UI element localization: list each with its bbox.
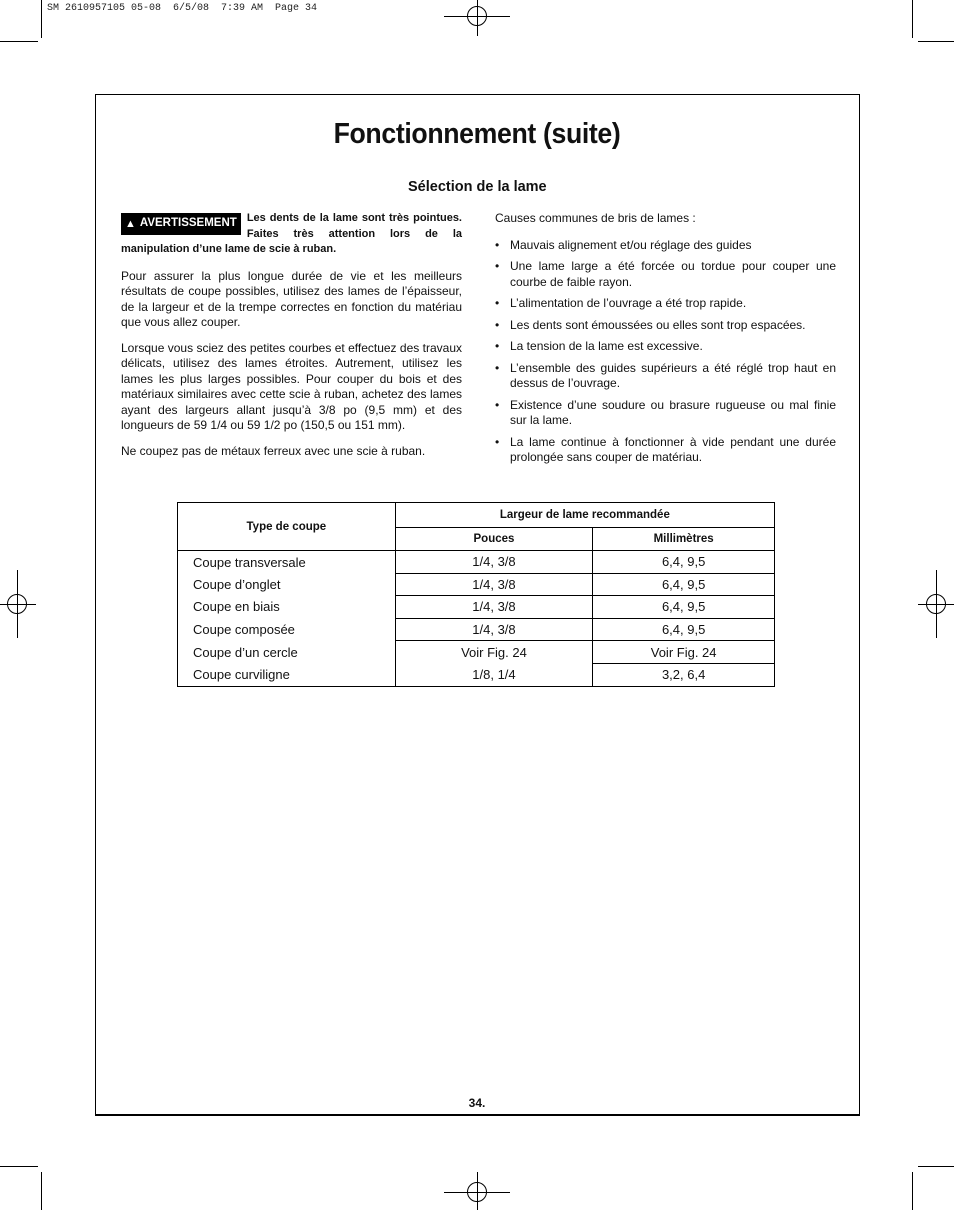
cell-cut: Coupe d’un cercle bbox=[178, 641, 396, 664]
blade-width-table bbox=[177, 502, 775, 687]
right-column bbox=[495, 211, 836, 472]
cell-inches: Voir Fig. 24 bbox=[395, 641, 593, 664]
list-item: • Existence d’une soudure ou brasure rugueuse ou mal finie sur la lame. bbox=[495, 398, 836, 429]
paragraph-blade-life: Pour assurer la plus longue durée de vie et les meilleurs résultats de coupe possibles, utilisez des lames de l’épaisseur, de la largeur et de la trempe correctes en fonction du matériau que vous allez couper. bbox=[121, 268, 462, 329]
paragraph-ferrous-metals: Ne coupez pas de métaux ferreux avec une scie à ruban. bbox=[121, 443, 426, 458]
cell-cut: Coupe composée bbox=[178, 618, 396, 641]
header-millimeters: Millimètres bbox=[593, 528, 775, 551]
table-row bbox=[178, 641, 775, 664]
crop-mark-bottom-right-h bbox=[918, 1166, 954, 1167]
warning-badge-label: AVERTISSEMENT bbox=[139, 217, 237, 230]
cell-mm: 6,4, 9,5 bbox=[593, 618, 775, 641]
cell-cut: Coupe transversale bbox=[178, 551, 396, 574]
list-item: • L’ensemble des guides supérieurs a été réglé trop haut en dessus de l’ouvrage. bbox=[495, 361, 836, 392]
warning-block bbox=[121, 211, 462, 258]
cell-cut: Coupe curviligne bbox=[178, 663, 396, 686]
crop-mark-top-right-h bbox=[918, 41, 954, 42]
list-item: • Une lame large a été forcée ou tordue pour couper une courbe de faible rayon. bbox=[495, 259, 836, 290]
warning-text: Les dents de la lame sont très pointues. Faites très attention lors de la manipulation d’une lame de scie à ruban. bbox=[121, 212, 462, 255]
list-item: • L’alimentation de l’ouvrage a été trop rapide. bbox=[495, 296, 836, 312]
table-row bbox=[178, 551, 775, 574]
crop-mark-bottom-left-h bbox=[0, 1166, 38, 1167]
table-row bbox=[178, 573, 775, 596]
header-inches: Pouces bbox=[395, 528, 593, 551]
crop-mark-bottom-right-v bbox=[912, 1172, 913, 1210]
section-title: Sélection de la lame bbox=[408, 179, 547, 195]
left-column bbox=[121, 211, 462, 469]
warning-triangle-icon: ▲ bbox=[125, 217, 136, 230]
cell-inches: 1/4, 3/8 bbox=[395, 618, 593, 641]
cell-mm: Voir Fig. 24 bbox=[593, 641, 775, 664]
page-title: Fonctionnement (suite) bbox=[333, 118, 621, 150]
cell-mm: 6,4, 9,5 bbox=[593, 551, 775, 574]
cell-mm: 3,2, 6,4 bbox=[593, 663, 775, 686]
cell-cut: Coupe en biais bbox=[178, 596, 396, 619]
header-cut-type: Type de coupe bbox=[178, 503, 396, 551]
warning-badge bbox=[121, 213, 241, 235]
cell-cut: Coupe d’onglet bbox=[178, 573, 396, 596]
crop-mark-top-right-v bbox=[912, 0, 913, 38]
list-item: • Les dents sont émoussées ou elles sont trop espacées. bbox=[495, 318, 836, 334]
cell-inches: 1/4, 3/8 bbox=[395, 596, 593, 619]
list-item: • Mauvais alignement et/ou réglage des guides bbox=[495, 238, 836, 254]
cell-inches: 1/4, 3/8 bbox=[395, 573, 593, 596]
causes-list bbox=[495, 238, 836, 466]
page-number: 34. bbox=[468, 1096, 486, 1110]
print-slug: SM 2610957105 05-08 6/5/08 7:39 AM Page 34 bbox=[47, 3, 318, 14]
cell-mm: 6,4, 9,5 bbox=[593, 596, 775, 619]
crop-mark-bottom-left-v bbox=[41, 1172, 42, 1210]
cell-mm: 6,4, 9,5 bbox=[593, 573, 775, 596]
cell-inches: 1/8, 1/4 bbox=[395, 663, 593, 686]
header-recommended-width: Largeur de lame recommandée bbox=[395, 503, 774, 528]
crop-mark-top-left-v bbox=[41, 0, 42, 38]
table-row bbox=[178, 596, 775, 619]
list-item: • La lame continue à fonctionner à vide pendant une durée prolongée sans couper de matériau. bbox=[495, 435, 836, 466]
list-item: • La tension de la lame est excessive. bbox=[495, 339, 836, 355]
causes-intro: Causes communes de bris de lames : bbox=[495, 211, 696, 225]
crop-mark-top-left-h bbox=[0, 41, 38, 42]
table-row bbox=[178, 663, 775, 686]
paragraph-blade-width: Lorsque vous sciez des petites courbes et effectuez des travaux délicats, utilisez des lames étroites. Autrement, utilisez les lames les plus larges possibles. Pour couper du bois et des matériaux similaires avec cette scie à ruban, achetez des lames ayant des largeurs allant jusqu’à 3/8 po (9,5 mm) et des longueurs de 59 1/4 ou 59 1/2 po (150,5 ou 151 mm). bbox=[121, 340, 462, 432]
cell-inches: 1/4, 3/8 bbox=[395, 551, 593, 574]
table-row bbox=[178, 618, 775, 641]
